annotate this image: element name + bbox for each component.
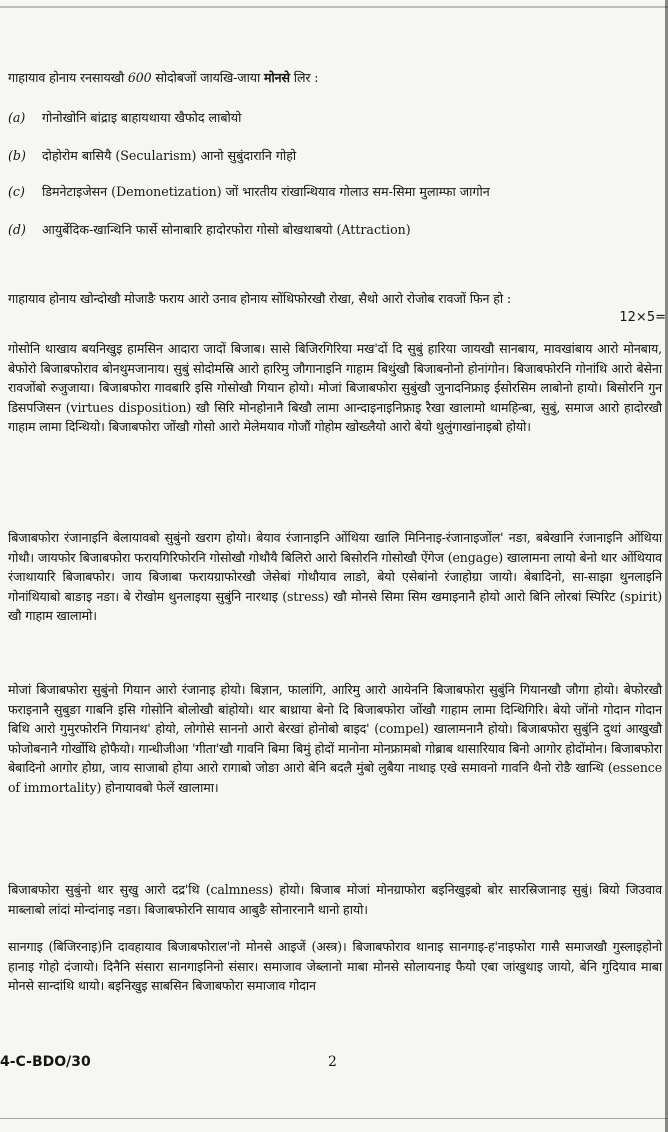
marks-label: 12×5=	[619, 310, 666, 325]
intro-bold: मोनसे	[264, 70, 290, 85]
paragraph-text: गोसोनि थाखाय बयनिखुइ हामसिन आदारा जादों बिजाब। सासे बिजिरगिरिया मख'दों दि सुबुं हारिया जायखौ सानबाय, मावखांबाय आरो मोनबाय, बेफोरो बिजाबफोराव बोनथुमजानाय। सुबुं सोदोमस्रि आरो हारिमु जौगानाइनि गाहाम बिथुंखौ बिजाबनोनो होनांगोन। बिजाबफोरनि गोनांथि आरो बेसेना रावजोंबो रुजुजाया। बिजाबफोरा गावबारि इसि गोसोखौ गियान होयो। मोजां बिजाबफोरा सुबुंखौ जुनादनिफ्राइ ईसोरसिम लाबोनो हायो। बिसोरनि गुन डिसपजिसन (virtues disposition) खौ सिरि मोनहोनानै बिखौ लामा आन्दाइनाइनिफ्राइ रैखा खालामो थामहिन्बा, सुबुं, समाज आरो हादोरखौ गाहाम लामा दिन्थियो। बिजाबफोरा जोंखौ गोसो आरो मेलेमयाव गोजौं गोहोम खोख्लैयो आरो बेयो थुलुंगाखांनाइबो होयो।	[8, 341, 662, 435]
paragraph-text: मोजां बिजाबफोरा सुबुंनो गियान आरो रंजानाइ होयो। बिज्ञान, फालांगि, आरिमु आरो आयेननि बिजाबफोरा सुबुंनि गियानखौ जौगा होयो। बेफोरखौ फराइनानै सुबुङा गाबनि इसि गोसोनि बोलोखौ बांहोयो। थार बाथ्राया बेनो दि बिजाबफोरा जोंखौ गाहाम लामा दिन्थिगिरि। बेयो जोंनो गोदान गोदान बिथि आरो गुमुरफोरनि गियानथ' होयो, लोगोसे साननो आरो बेरखां होनोबो बाइद' (compel) खालामनानै होयो। बिजाबफोरा सुबुंनि दुथां आखुखौ फोजोबनानै गोर्खोथि होफैयो। गान्धीजीआ 'गीता'खौ गावनि बिमा बिमुं होदों मानोना मोनफ्रामबो गोब्राब थासारियाव बिनो आगोर होदोंमोन। बिजाबफोरा बेबादिनो आगोर होग्रा, जाय साजाबो होया आरो रागाबो जोङा आरो बेनि बदलै मुंबो लुबैया नाथाइ एखे समावनो गावनि थैनो रोङै खान्थि (essence of immortality) होनायावबो फेलें खालामा।	[8, 682, 662, 795]
paper-code: 4-C-BDO/30	[0, 1054, 91, 1070]
option-c-text: डिमनेटाइजेसन (Demonetization) जों भारतीय रांखान्थियाव गोलाउ सम-सिमा मुलाम्फा जागोन	[42, 184, 490, 199]
question-2-text: गाहायाव होनाय खोन्दोखौ मोजाङै फराय आरो उनाव होनाय सोंथिफोरखौ रोखा, सैथो आरो रोजोब रावजों फिन हो :	[8, 291, 511, 306]
bottom-rule	[0, 1118, 668, 1119]
question-2-instruction	[8, 289, 662, 309]
option-a	[8, 109, 658, 126]
passage-paragraph-1	[8, 339, 662, 437]
option-b-label: (b)	[8, 148, 26, 163]
option-b	[8, 147, 658, 164]
page-number: 2	[328, 1054, 337, 1070]
intro-instruction	[8, 68, 662, 88]
paragraph-text: बिजाबफोरा सुबुंनो थार सुखु आरो दद्र'थि (calmness) होयो। बिजाब मोजां मोनग्राफोरा बइनिखुइबो बोर सारस्रिजानाइ सुबुं। बियो जिउवाव माब्लाबो लांदां मोन्दांनाइ नङा। बिजाबफोरनि सायाव आबुङै सोनारनानै थानो हायो।	[8, 882, 662, 917]
option-d	[8, 221, 658, 238]
intro-before: गाहायाव होनाय रनसायखौ	[8, 70, 128, 85]
passage-paragraph-4	[8, 880, 662, 919]
option-c-label: (c)	[8, 184, 25, 199]
option-a-label: (a)	[8, 110, 26, 125]
top-rule	[0, 6, 668, 8]
passage-paragraph-5	[8, 937, 662, 996]
option-d-text: आयुर्बेदिक-खान्थिनि फार्से सोनाबारि हादोरफोरा गोसो बोखथाबयो (Attraction)	[42, 222, 411, 237]
option-c	[8, 183, 658, 200]
paragraph-text: सानगाइ (बिजिरनाइ)नि दावहायाव बिजाबफोराल'नो मोनसे आइजें (अस्त्र)। बिजाबफोराव थानाइ सानगाइ-ह'नाइफोरा गासै समाजखौ गुस्लाइहोनो हानाइ गोहो दंजायो। दिनैनि संसारा सानगाइनिनो संसार। समाजाव जेब्लानो माबा मोनसे सोलायनाइ फैयो एबा जांखुथाइ जायो, बेनि गुदियाव माबा मोनसे सान्दांथि थायो। बइनिखुइ साबसिन बिजाबफोरा समाजाव गोदान	[8, 939, 662, 994]
option-d-label: (d)	[8, 222, 26, 237]
passage-paragraph-2	[8, 528, 662, 626]
intro-middle: सोदोबजों जायखि-जाया	[151, 70, 264, 85]
intro-after: लिर :	[289, 70, 319, 85]
paragraph-text: बिजाबफोरा रंजानाइनि बेलायावबो सुबुंनो खराग होयो। बेयाव रंजानाइनि ओंथिया खालि मिनिनाइ-रंजानाइजोंल' नङा, बबेखानि रंजानाइनि ओंथिया गोथौ। जायफोर बिजाबफोरा फरायगिरिफोरनि गोसोखौ गोथौयै बिलिरो आरो बिसोरनि गोसोखौ ऐंगेज (engage) खालामना लायो बेनो थार ओंथियाव रंजाथायारि बिजाबफोर। जाय बिजाबा फरायग्राफोरखौ जेसेबां गोथौयाव लाङो, बेयो एसेबांनो रंजाहोग्रा जायो। बेबादिनो, सा-साझा थुनलाइनि गोनांथियाबो बाङाइ नङा। बे रोखोम थुनलाइया सुबुंनि नारथाइ (stress) खौ मोनसे सिमा सिम खमाइनानै होयो आरो बिनि लोरबां स्पिरिट (spirit) खौ गाहाम खालामो।	[8, 530, 662, 624]
intro-word-count: 600	[127, 70, 152, 85]
option-a-text: गोनोखोनि बांद्राइ बाहायथाया खैफोद लाबोयो	[42, 110, 242, 125]
passage-paragraph-3	[8, 680, 662, 797]
option-b-text: दोहोरोम बासियै (Secularism) आनो सुबुंदारानि गोहो	[42, 148, 297, 163]
